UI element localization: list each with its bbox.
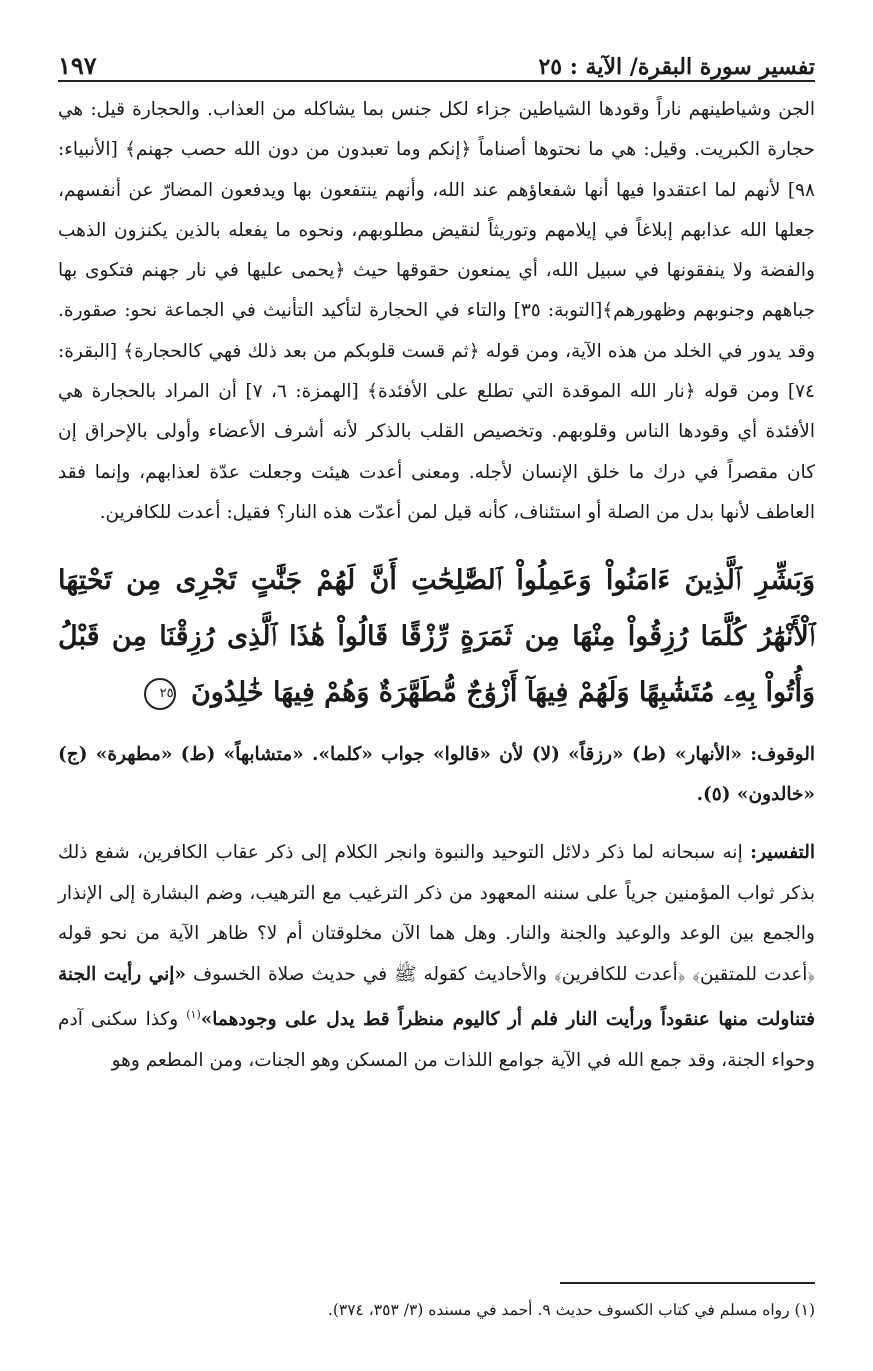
running-title: تفسير سورة البقرة/ الآية : ٢٥ (538, 54, 815, 80)
tafsir-text-2: وكذا سكنى آدم وحواء الجنة، وقد جمع الله في الآية جوامع اللذات من المسكن وهو الجنات، ومن المطعم وهو (58, 1009, 815, 1071)
waqf-text: «الأنهار» (ط) «رزقاً» (لا) لأن «قالوا» جواب «كلما». «متشابهاً» (ط) «مطهرة» (ج) «خالدون» (٥). (58, 744, 815, 806)
tafsir-text-1: إنه سبحانه لما ذكر دلائل التوحيد والنبوة وانجر الكلام إلى ذكر عقاب الكافرين، شفع ذلك بذكر ثواب المؤمنين جرياً على سننه المعهود من ذكر الترغيب مع الترهيب، وضم البشارة إلى الإنذار والجمع بين الوعد والوعيد والجنة والنار. وهل هما الآن مخلوقتان أم لا؟ ظاهر الآية من نحو قوله ﴿أعدت للمتقين﴾ ﴿أعدت للكافرين﴾ والأحاديث كقوله ﷺ في حديث صلاة الخسوف (58, 842, 816, 985)
waqf-section (58, 735, 815, 815)
page (58, 40, 815, 1081)
waqf-label: الوقوف: (750, 744, 815, 766)
hadith-quote: «إني رأيت الجنة فتناولت منها عنقوداً ورأيت النار فلم أر كاليوم منظراً قط يدل على وجودهما» (58, 963, 816, 1031)
page-header (58, 40, 815, 82)
quran-verse (58, 553, 815, 721)
page-number: ١٩٧ (58, 51, 97, 80)
commentary-paragraph (58, 90, 815, 533)
footnote-reference[interactable]: (١) (186, 1008, 201, 1022)
footnote-divider (560, 1282, 815, 1284)
ayah-number-marker: ٢٥ (144, 678, 176, 710)
paragraph-text: الجن وشياطينهم ناراً وقودها الشياطين جزاء لكل جنس بما يشاكله من العذاب. والحجارة قيل: هي حجارة الكبريت. وقيل: هي ما نحتوها أصناماً ﴿إنكم وما تعبدون من دون الله حصب جهنم﴾ [الأنبياء: ٩٨] لأنهم لما اعتقدوا فيها أنها شفعاؤهم عند الله، وأنهم ينتفعون بها ويدفعون المضارّ عن أنفسهم، جعلها الله عذابهم إبلاغاً في إيلامهم وتوريثاً لنقيض مطلوبهم، ونحوه ما يفعله بالذين يكنزون الذهب والفضة ولا ينفقونها في سبيل الله، أي يمنعون حقوقها حيث ﴿يحمى عليها في نار جهنم فتكوى بها جباههم وجنوبهم وظهورهم﴾[التوبة: ٣٥] والتاء في الحجارة لتأكيد التأنيث في الجماعة نحو: صقورة. وقد يدور في الخلد من هذه الآية، ومن قوله ﴿ثم قست قلوبكم من بعد ذلك فهي كالحجارة﴾ [البقرة: ٧٤] ومن قوله ﴿نار الله الموقدة التي تطلع على الأفئدة﴾ [الهمزة: ٦، ٧] أن المراد بالحجارة هي الأفئدة أي وقودها الناس وقلوبهم. وتخصيص القلب بالذكر لأنه أشرف الأعضاء وأولى بالإحراق إن كان مقصراً في درك ما خلق الإنسان لأجله. ومعنى أعدت هيئت وجعلت عدّة لعذابهم، وإنما فقد العاطف لأنها بدل من الصلة أو استئناف، كأنه قيل لمن أعدّت هذه النار؟ فقيل: أعدت للكافرين. (58, 99, 815, 523)
verse-text: وَبَشِّرِ ٱلَّذِينَ ءَامَنُواْ وَعَمِلُواْ ٱلصَّٰلِحَٰتِ أَنَّ لَهُمْ جَنَّٰتٍ تَجْرِى مِن تَحْتِهَا ٱلْأَنْهَٰرُ كُلَّمَا رُزِقُواْ مِنْهَا مِن ثَمَرَةٍ رِّزْقًا قَالُواْ هَٰذَا ٱلَّذِى رُزِقْنَا مِن قَبْلُ وَأُتُواْ بِهِۦ مُتَشَٰبِهًا وَلَهُمْ فِيهَآ أَزْوَٰجٌ مُّطَهَّرَةٌ وَهُمْ فِيهَا خَٰلِدُونَ (58, 565, 815, 709)
tafsir-label: التفسير: (750, 842, 815, 864)
tafsir-section (58, 833, 815, 1081)
footnote: (١) رواه مسلم في كتاب الكسوف حديث ٩. أحمد في مسنده (٣/ ٣٥٣، ٣٧٤). (327, 1301, 815, 1319)
